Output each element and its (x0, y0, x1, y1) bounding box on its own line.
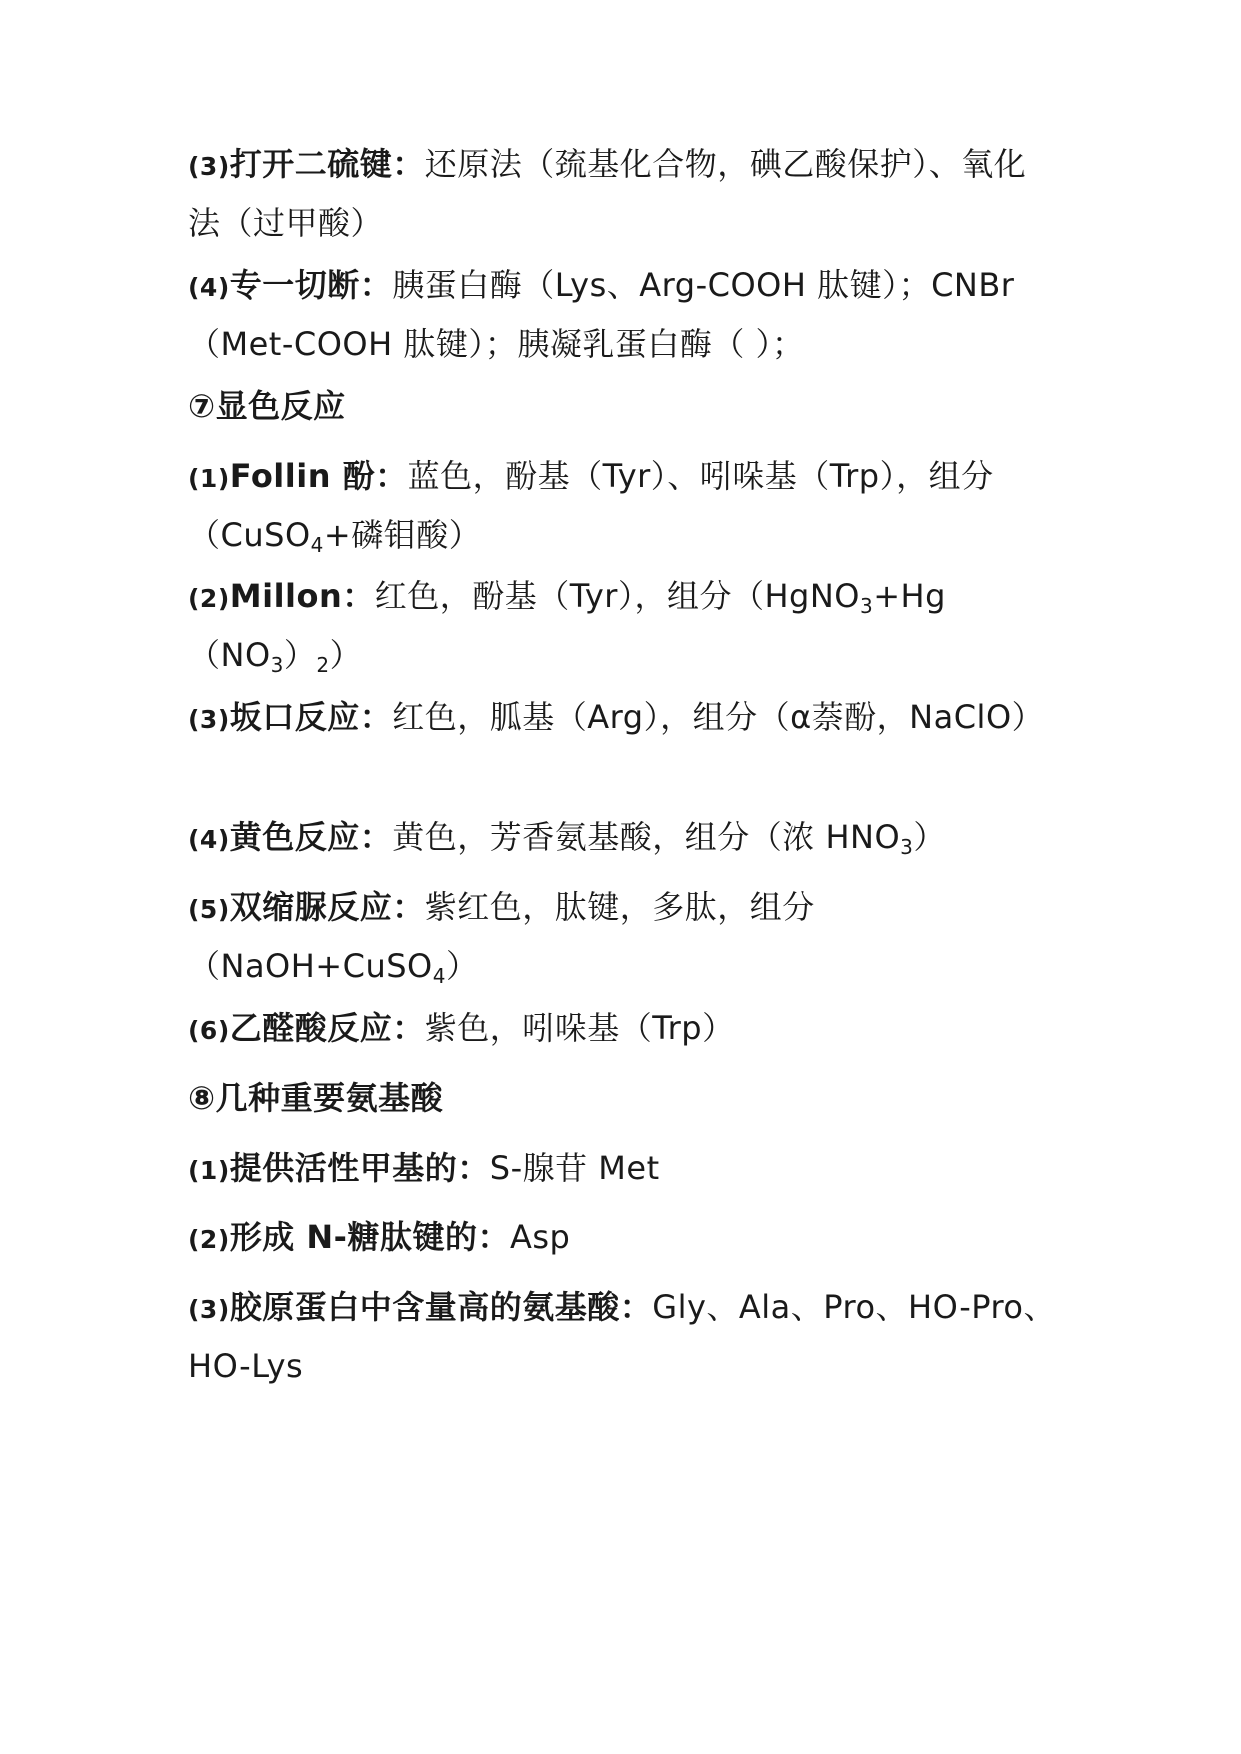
item-number: (4) (188, 273, 230, 302)
item-body: 紫色，吲哚基（Trp） (424, 1009, 735, 1047)
paragraph-sakaguchi (188, 689, 1058, 748)
paragraph-n-glycosidic (188, 1209, 1058, 1268)
section-heading-important-amino-acids (188, 1070, 1058, 1126)
item-number: (4) (188, 825, 230, 854)
item-body: 还原法（巯基化合物，碘乙酸保护）、氧化法（过甲酸） (188, 145, 1027, 242)
item-title: 打开二硫键： (229, 145, 425, 183)
paragraph-collagen (188, 1279, 1058, 1394)
item-body: Gly、Ala、Pro、HO-Pro、HO-Lys (188, 1288, 1057, 1385)
paragraph-methyl-donor (188, 1140, 1058, 1199)
item-number: (3) (188, 705, 230, 734)
subscript: 3 (859, 594, 874, 618)
section-heading-color-reaction (188, 378, 1058, 434)
paragraph-glyoxylic (188, 1000, 1058, 1059)
item-number: (5) (188, 895, 230, 924)
item-title: 黄色反应： (229, 818, 393, 856)
item-body: S-腺苷 Met (489, 1149, 660, 1187)
item-body-part: 蓝色，酚基（Tyr）、吲哚基（Trp），组分（CuSO (188, 457, 994, 554)
subscript: 3 (900, 835, 914, 859)
section-number: ⑦ (188, 387, 216, 425)
paragraph-open-disulfide (188, 136, 1058, 251)
paragraph-biuret (188, 879, 1058, 994)
section-title: 几种重要氨基酸 (215, 1079, 444, 1117)
subscript: 4 (432, 964, 446, 988)
paragraph-millon (188, 568, 1058, 683)
item-title: 专一切断： (229, 266, 393, 304)
item-body-part: +磷钼酸） (323, 516, 482, 554)
item-body-part: 黄色，芳香氨基酸，组分（浓 HNO (392, 818, 901, 856)
item-body: Asp (509, 1218, 571, 1256)
subscript: 4 (310, 533, 324, 557)
item-body: 红色，胍基（Arg），组分（α萘酚，NaClO） (392, 698, 1045, 736)
item-title: 坂口反应： (229, 698, 393, 736)
item-number: (3) (188, 1295, 230, 1324)
item-title: 双缩脲反应： (229, 888, 425, 926)
section-number: ⑧ (188, 1079, 216, 1117)
item-body-part: 紫红色，肽键，多肽，组分（NaOH+CuSO (188, 888, 815, 985)
paragraph-xanthoprotein (188, 809, 1058, 868)
item-body-part: ） (913, 818, 946, 856)
section-title: 显色反应 (215, 387, 346, 425)
item-number: (1) (188, 464, 230, 493)
item-body-part: ） (329, 636, 363, 674)
item-body-part: +Hg（NO (188, 577, 946, 674)
item-body: 胰蛋白酶（Lys、Arg-COOH 肽键）；CNBr（Met-COOH 肽键）；胰凝乳蛋白酶（ ）； (188, 266, 1015, 363)
item-number: (2) (188, 1225, 230, 1254)
item-title: Millon： (229, 577, 375, 615)
subscript: 2 (316, 653, 330, 677)
item-body-part: 红色，酚基（Tyr），组分（HgNO (374, 577, 860, 615)
item-title: 形成 N-糖肽键的： (229, 1218, 510, 1256)
item-body-part: ） (445, 947, 479, 985)
item-title: 胶原蛋白中含量高的氨基酸： (229, 1288, 653, 1326)
subscript: 3 (270, 653, 284, 677)
item-number: (2) (188, 584, 230, 613)
item-number: (6) (188, 1016, 230, 1045)
item-number: (3) (188, 152, 230, 181)
paragraph-follin (188, 448, 1058, 563)
item-number: (1) (188, 1156, 230, 1185)
item-title: 乙醛酸反应： (229, 1009, 425, 1047)
paragraph-specific-cleavage (188, 257, 1058, 372)
item-title: 提供活性甲基的： (229, 1149, 490, 1187)
item-body-part: ） (283, 636, 317, 674)
item-title: Follin 酚： (229, 457, 408, 495)
